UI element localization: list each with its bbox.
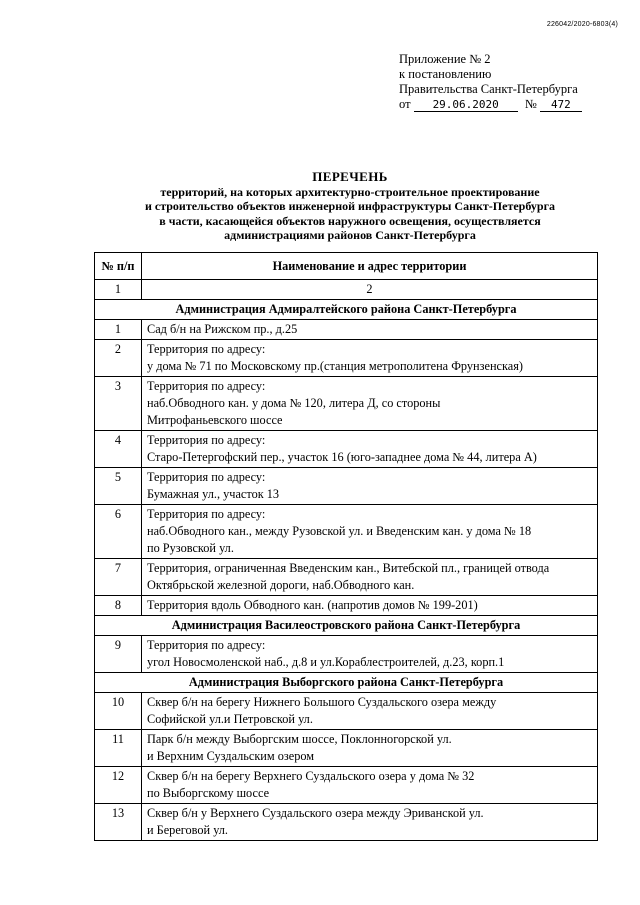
heading-line-2: и строительство объектов инженерной инфраструктуры Санкт-Петербурга (144, 199, 556, 214)
row-address (142, 804, 598, 841)
address-line: Сквер б/н на берегу Верхнего Суздальского озера у дома № 32 (147, 769, 475, 783)
table-row (95, 693, 598, 730)
address-line: наб.Обводного кан. у дома № 120, литера Д, со стороны (147, 396, 441, 410)
address-line: по Выборгскому шоссе (147, 786, 270, 800)
row-number: 5 (95, 468, 142, 505)
territory-table (94, 252, 598, 841)
heading-title: ПЕРЕЧЕНЬ (312, 169, 388, 184)
row-address (142, 505, 598, 559)
address-line: Территория по адресу: (147, 470, 266, 484)
address-line: Территория, ограниченная Введенским кан., Витебской пл., границей отвода (147, 561, 550, 575)
row-number: 3 (95, 377, 142, 431)
table-body (95, 280, 598, 841)
address-line: Парк б/н между Выборгским шоссе, Поклонногорской ул. (147, 732, 452, 746)
row-number: 13 (95, 804, 142, 841)
number-label: № (524, 97, 537, 111)
row-number: 4 (95, 431, 142, 468)
col-index-2: 2 (142, 280, 598, 300)
row-address (142, 320, 598, 340)
row-number: 10 (95, 693, 142, 730)
resolution-number: 472 (540, 99, 582, 112)
address-line: Бумажная ул., участок 13 (147, 487, 280, 501)
row-number: 11 (95, 730, 142, 767)
address-line: Сквер б/н на берегу Нижнего Большого Суздальского озера между (147, 695, 497, 709)
section-row (95, 300, 598, 320)
row-address (142, 377, 598, 431)
table-row (95, 377, 598, 431)
row-number: 12 (95, 767, 142, 804)
heading-line-1: территорий, на которых архитектурно-строительное проектирование (160, 185, 540, 199)
address-line: Территория по адресу: (147, 379, 266, 393)
table-row (95, 559, 598, 596)
table-row (95, 730, 598, 767)
table-row (95, 804, 598, 841)
resolution-date: 29.06.2020 (414, 99, 518, 112)
table-row (95, 320, 598, 340)
address-line: Октябрьской железной дороги, наб.Обводного кан. (147, 578, 415, 592)
section-title: Администрация Выборгского района Санкт-Петербурга (95, 673, 598, 693)
col-index-1: 1 (95, 280, 142, 300)
row-address (142, 730, 598, 767)
row-address (142, 431, 598, 468)
row-number: 6 (95, 505, 142, 559)
heading-line-4: администрациями районов Санкт-Петербурга (224, 228, 476, 243)
row-address (142, 636, 598, 673)
table-row (95, 468, 598, 505)
document-heading (60, 169, 640, 243)
address-line: Территория по адресу: (147, 433, 266, 447)
table-row (95, 431, 598, 468)
column-index-row (95, 280, 598, 300)
col-number-header: № п/п (95, 253, 142, 280)
row-address (142, 340, 598, 377)
address-line: Старо-Петергофский пер., участок 16 (юго-западнее дома № 44, литера А) (147, 450, 537, 464)
address-line: наб.Обводного кан., между Рузовской ул. и Введенским кан. у дома № 18 (147, 524, 532, 538)
address-line: Территория по адресу: (147, 507, 266, 521)
table-row (95, 340, 598, 377)
section-title: Администрация Василеостровского района Санкт-Петербурга (95, 616, 598, 636)
section-title: Администрация Адмиралтейского района Санкт-Петербурга (95, 300, 598, 320)
address-line: угол Новосмоленской наб., д.8 и ул.Кораблестроителей, д.23, корп.1 (147, 655, 505, 669)
col-name-header: Наименование и адрес территории (142, 253, 598, 280)
address-line: по Рузовской ул. (147, 541, 234, 555)
appendix-government: Правительства Санкт-Петербурга (399, 82, 578, 96)
table-row (95, 767, 598, 804)
address-line: и Береговой ул. (147, 823, 229, 837)
table-row (95, 596, 598, 616)
heading-line-3: в части, касающейся объектов наружного освещения, осуществляется (159, 213, 541, 228)
address-line: у дома № 71 по Московскому пр.(станция метрополитена Фрунзенская) (147, 359, 523, 373)
row-number: 1 (95, 320, 142, 340)
row-number: 7 (95, 559, 142, 596)
address-line: Территория по адресу: (147, 638, 266, 652)
address-line: Территория вдоль Обводного кан. (напротив домов № 199-201) (147, 598, 478, 612)
appendix-resolution: к постановлению (399, 67, 492, 81)
appendix-date-line (399, 97, 582, 112)
address-line: Сквер б/н у Верхнего Суздальского озера между Эриванской ул. (147, 806, 484, 820)
address-line: Митрофаньевского шоссе (147, 413, 283, 427)
row-number: 9 (95, 636, 142, 673)
table-row (95, 636, 598, 673)
section-row (95, 673, 598, 693)
from-label: от (399, 97, 411, 111)
section-row (95, 616, 598, 636)
row-address (142, 468, 598, 505)
row-address (142, 596, 598, 616)
appendix-block (399, 52, 582, 112)
row-number: 2 (95, 340, 142, 377)
table-header-row (95, 253, 598, 280)
row-number: 8 (95, 596, 142, 616)
address-line: и Верхним Суздальским озером (147, 749, 315, 763)
row-address (142, 693, 598, 730)
table-row (95, 505, 598, 559)
document-number: 226042/2020-6803(4) (546, 21, 618, 28)
row-address (142, 559, 598, 596)
appendix-title: Приложение № 2 (399, 52, 491, 66)
address-line: Софийской ул.и Петровской ул. (147, 712, 313, 726)
row-address (142, 767, 598, 804)
address-line: Сад б/н на Рижском пр., д.25 (147, 322, 298, 336)
address-line: Территория по адресу: (147, 342, 266, 356)
